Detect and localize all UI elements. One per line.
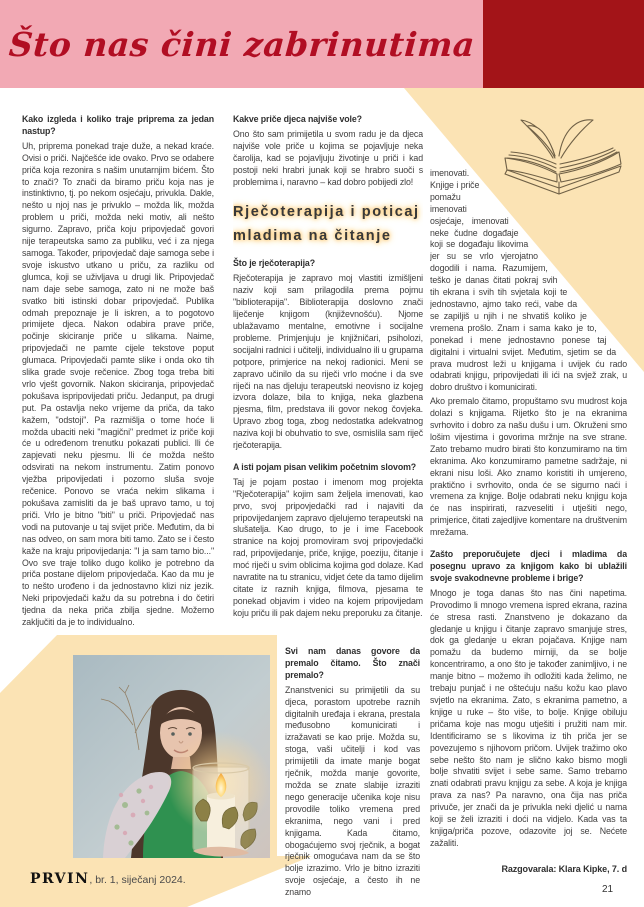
section-heading: Rječoterapija i poticaj mladima na čitanje (233, 204, 420, 245)
question-what-is-rjecoterapija: Što je rječoterapija? (233, 258, 315, 269)
column-2-upper (233, 114, 423, 637)
header-red-block (483, 0, 644, 88)
question-capitalized-term: A isti pojam pisan velikim početnim slovom? (233, 461, 417, 472)
answer-why-recommend-books: Mnogo je toga danas što nas čini napetima. Provodimo li mnogo vremena ispred ekrana, razina će stresa rasti. Znanstveno je dokazano da gledanje u knjigu i čitanje zapravo smanjuje stres, dok ga gledanje u ekran pojačava. Knjige nam pomažu da budemo mirniji, da se bolje koncentriramo, a ono što je također zanimljivo, i ne manje bitno – možemo ih odložiti kada želimo, ne trebaju punjač i ne oštećuju našu kožu kao plavo svjetlo na ekranima. Zato, s ekranima pametno, a knjige u ruke – što više, to bolje. Knjige obiluju pričama koje nas mogu utješiti i pružiti nam mir. Identificiramo se s likovima iz tih priča jer se povezujemo s njihovom pričom. Uvijek tražimo oko sebe nešto što nam je slično kako bismo mogli bolje shvatiti svijet i sebe same. Samo trebamo znati odabrati pravu knjigu za sebe. A koja je knjiga prava za nas? Pa naravno, ona čija nas priča privuče, jer znači da je privukla neki djelić u nama koji se želi izraziti i doći na vidjelo. Kada vas ta knjiga/priča pozove, odazovite joj se. Nećete zažaliti. (430, 587, 627, 848)
header-pink-banner (0, 0, 483, 88)
column-2-lower (285, 646, 420, 904)
answer-screens-vs-books: Ako premalo čitamo, propuštamo svu mudrost koja dolazi s knjigama. Rijetko što je na ekranima svrhovito i dobro za našu dušu i um. Okruženi smo lošim vijestima i govorima mržnje na sve strane. Zato trebamo mudro birati što konzumiramo na tim ekranima. Ako konzumiramo pametne sadržaje, ni ekrani nisu loši. Ako znamo koristiti ih umjereno, praktično i svrhovito, onda će se sigurno naći i vremena za knjige. Bolje odabrati neku knjigu koja će nas inspirirati, razveseliti i utješiti nego, primjerice, čitati zajedljive komentare na društvenim mrežama. (430, 396, 627, 538)
magazine-name: PRVIN (30, 871, 90, 887)
page-title: Što nas čini zabrinutima (7, 24, 476, 64)
page-number: 21 (602, 884, 614, 895)
question-favorite-stories: Kakve priče djeca najviše vole? (233, 114, 362, 124)
byline: Razgovarala: Klara Kipke, 7. d (501, 863, 627, 874)
answer-favorite-stories: Ono što sam primijetila u svom radu je da djeca najviše vole priče u kojima se pojavljuje neka čarolija, kad se pojavljuju životinje u priči i kad postoji neki hrabri junak koji se hrabro suoči s problemima i, naravno – kad dobro pobijedi zlo! (233, 128, 423, 187)
column-3 (430, 112, 627, 907)
question-preparation: Kako izgleda i koliko traje priprema za jedan nastup? (22, 114, 214, 136)
answer-capitalized-term: Taj je pojam postao i imenom mog projekta "Rječoterapija" kojim sam željela imenovati, kao prvo, svoj pripovjedački rad i najaviti da pripovijedanjem zapravo djelujemo terapeutski na slušatelja. Kao drugo, to je i ime Facebook stranice na kojoj promoviram svoj pripovjedački rad, pripovijedanje, priče, knjige, poeziju, čitanje i moć riječi u svim oblicima kojima god dolaze. Kad navratite na tu stranicu, vidjet ćete da tamo dijelim citate iz raznih knjiga, filmova, pjesama te ponekad objavim i video na kojem pripovijedam koju priču ili pak dajem neku preporuku za čitanje. (233, 476, 423, 618)
storyteller-candle-photo (73, 655, 270, 858)
question-why-recommend-books: Zašto preporučujete djeci i mladima da posegnu upravo za knjigom kako bi ublažili svoje svakodnevne probleme i brige? (430, 549, 627, 583)
answer-preparation: Uh, priprema ponekad traje duže, a nekad kraće. Ovisi o priči. Najčešće ide ovako. Prvo se odabere priča koja rezonira s našim unutarnjim bićem. Što to znači? To znači da biramo priču koja nas je instinktivno, tj. po nekom osjećaju, privukla. Dakle, nešto u njoj nas je privuklo – možda lik, možda problem u priči, možda neki motiv, ali nešto sigurno. Zapravo, priča koju pripovjedač govori nije terapeutska samo za publiku, već i za njega samoga. Također, pripovjedač daje samoga sebe i svoje iskustvo utkano u priču, za razliku od glumca, koji se uživljava u drugi lik. Pripovjedač nam daje sebe samoga, zato ni ne može baš svatko biti istinski dobar pripovjedač. Publika odmah prepoznaje je li iskren, a to pogotovo primijete djeca. Nakon odabira prave priče, počinje skiciranje priče u slikama. Naime, pripovjedači ne pamte cijele tekstove poput glumaca. Pripovjedači pamte slike i onda oko tih slika grade svoje rečenice. Zbog toga treba biti vrlo vješt govornik. Nakon skiciranja, pripovjedač pokušava ispripovijedati priču. Jedanput, pa drugi put. Pa ostavlja neko vrijeme da priča, da tako kažem, "odstoji". Pa razmišlja o tome hoće li možda ubaciti neki "magični" predmet iz priče koji će u određenom trenutku pokazati publici. Ili će zapjevati neku pjesmu. Ili će možda nešto odsvirati na nekom instrumentu. Zatim ponovo vježba pripovijedati i pozorno sluša svoje rečenice. Ponovo se vraća nekim slikama i pokušava zamisliti da je baš upravo tamo, u toj priči. Vrlo je bitno "biti" u priči. Pripovjedač nas vodi na putovanje u taj svijet priče. Međutim, da bi nas odveo, on sam mora biti tamo. Zato se i često kaže na kraju pripovijedanja: "I ja sam tamo bio..." Ovo sve traje toliko dugo koliko je potrebno da priča postane dijelom pripovjedača. Kao da mu je to nešto urođeno i da jednostavno klizi niz jezik. Neki pripovjedači kažu da su potrebna i do četiri tjedna da neka priča zbilja sjedne. Možemo zaključiti da je to individualno. (22, 140, 214, 628)
issue-info: , br. 1, siječanj 2024. (89, 874, 186, 886)
question-reading-too-little: Svi nam danas govore da premalo čitamo. Što znači premalo? (285, 646, 420, 680)
footer (30, 870, 186, 888)
answer-reading-too-little: Znanstvenici su primijetili da su djeca, porastom upotrebe raznih digitalnih uređaja i ekrana, prestala međusobno komunicirati i izražavati se kao prije. Možda su, stoga, vaši učitelji i kod vas primijetili da imate manje bogat rječnik, možda manje govorite, možda se znate slabije izraziti nego generacije učenika koje nisu provodile toliko vremena pred ekranima, nego vani i pred knjigama. Kada čitamo, obogaćujemo svoj rječnik, a bogat rječnik omogućava nam da se što bolje izrazimo. Vrlo je bitno izraziti svoje osjećaje, a često ih ne znamo (285, 684, 420, 898)
answer-what-is-rjecoterapija: Rječoterapija je zapravo moj vlastiti izmišljeni naziv koji sam prilagodila prema pojmu "biblioterapija". Biblioterapija doslovno znači liječenje knjigom (književnošću). Njome ublažavamo mentalne, emotivne i socijalne probleme. Primjenjuju je knjižničari, psiholozi, socijalni radnici i učitelji, individualno ili u grupama potpore, primjerice na nekoj radionici. Meni se zapravo učinilo da su riječi vrlo moćne i da sve riječi na nas djeluju terapeutski neovisno iz kojeg izvora dolaze, bila to knjiga, neka glazbena pjesma, film, predstava ili govor nekog čovjeka. Upravo zbog toga, zbog nedostatka adekvatnog naziva koji bi obuhvatio to sve, osmislila sam riječ rječoterapija. (233, 273, 423, 451)
answer-reading-continued: imenovati. Knjige i priče pomažu imenovati osjećaje, imenovati neke čudne događaje koji se događaju likovima jer su se vrlo vjerojatno dogodili i nama. Razumijem, teško je danas čitati pokraj svih tih ekrana i svih tih svjetala koji te jednostavno, ajmo tako reći, vabe da se zapiljiš u njih i ne shvatiš koliko je vremena prošlo. Znam i sama kako je to, ponekad i mene jednostavno ponese taj digitalni i virtualni svijet. Međutim, sjetim se da prava mudrost leži u knjigama i uvijek ću rado odabrati knjigu, pripovijedati ili ići na svjež zrak, u dobro društvo i komunicirati. (430, 168, 627, 393)
column-1 (22, 114, 214, 637)
